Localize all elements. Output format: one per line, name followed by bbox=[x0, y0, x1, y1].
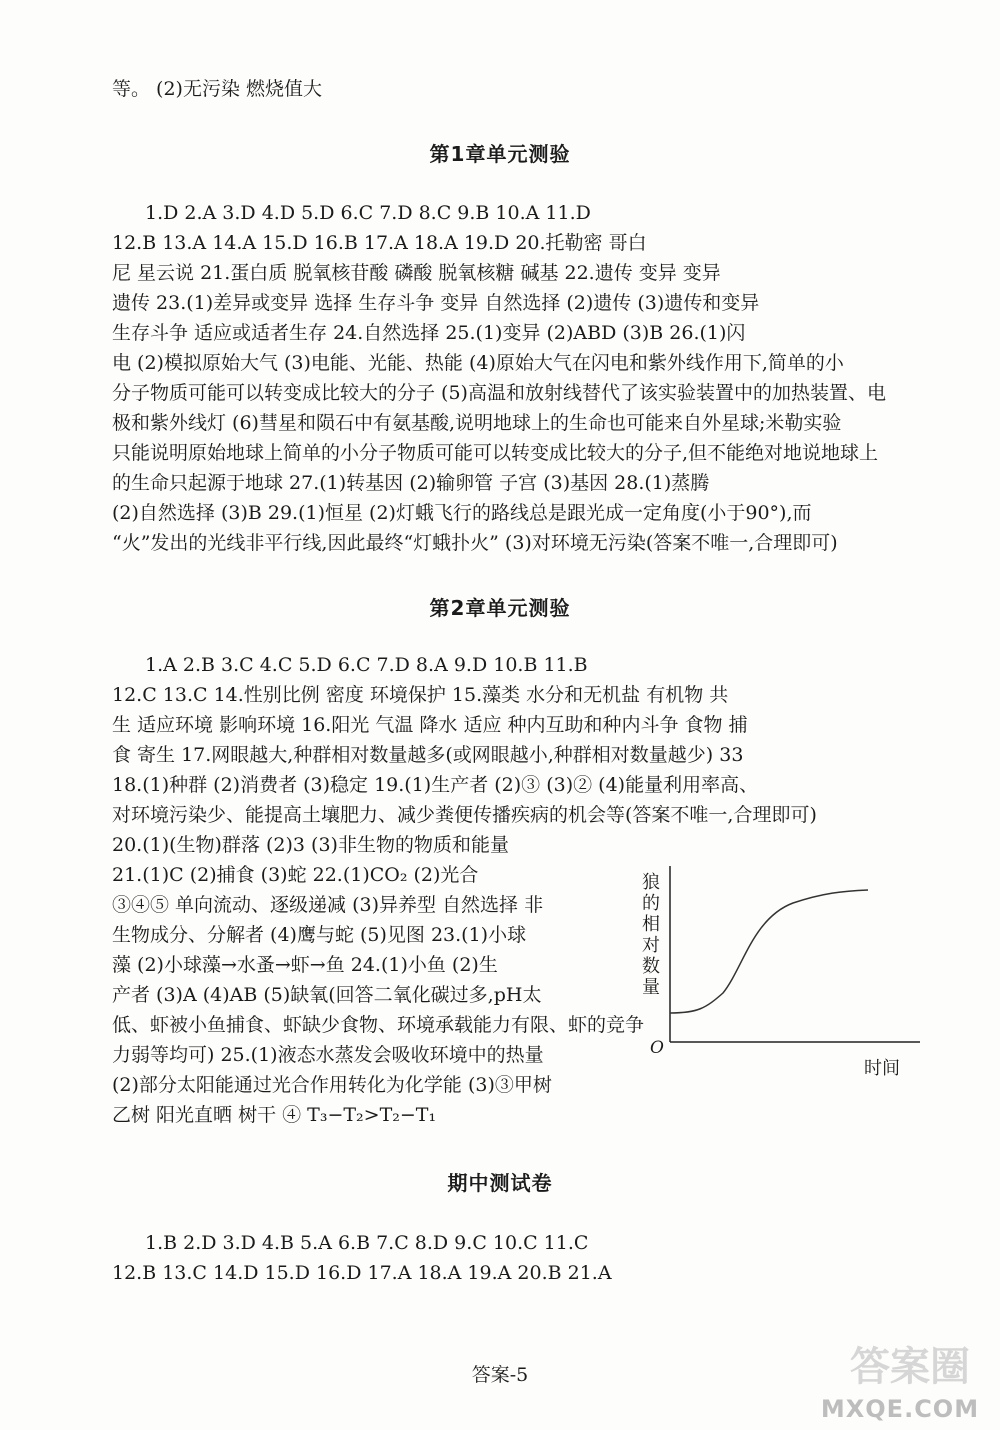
ch1-line: 1.D 2.A 3.D 4.D 5.D 6.C 7.D 8.C 9.B 10.A 11.D bbox=[145, 202, 591, 224]
ch2-line: ③④⑤ 单向流动、逐级递减 (3)异养型 自然选择 非 bbox=[112, 894, 544, 916]
ch2-line: 1.A 2.B 3.C 4.C 5.D 6.C 7.D 8.A 9.D 10.B 11.B bbox=[145, 654, 588, 676]
x-axis-label: 时间 bbox=[864, 1058, 900, 1079]
origin-label: O bbox=[650, 1038, 664, 1058]
ch1-line: 的生命只起源于地球 27.(1)转基因 (2)输卵管 子宫 (3)基因 28.(1)蒸腾 bbox=[112, 472, 710, 494]
y-axis-label: 狼的相对数量 bbox=[642, 872, 660, 998]
mid-line: 12.B 13.C 14.D 15.D 16.D 17.A 18.A 19.A 20.B 21.A bbox=[112, 1262, 612, 1284]
ch2-line: 藻 (2)小球藻→水蚤→虾→鱼 24.(1)小鱼 (2)生 bbox=[112, 954, 498, 976]
ch1-line: 电 (2)模拟原始大气 (3)电能、光能、热能 (4)原始大气在闪电和紫外线作用下,简单的小 bbox=[112, 352, 844, 374]
ch1-line: 生存斗争 适应或适者生存 24.自然选择 25.(1)变异 (2)ABD (3)B 26.(1)闪 bbox=[112, 322, 746, 344]
intro-line: 等。 (2)无污染 燃烧值大 bbox=[112, 78, 322, 100]
growth-curve bbox=[670, 890, 868, 1013]
ch2-line: 力弱等均可) 25.(1)液态水蒸发会吸收环境中的热量 bbox=[112, 1044, 544, 1066]
ch1-line: 12.B 13.A 14.A 15.D 16.B 17.A 18.A 19.D 20.托勒密 哥白 bbox=[112, 232, 647, 254]
ch1-line: 尼 星云说 21.蛋白质 脱氧核苷酸 磷酸 脱氧核糖 碱基 22.遗传 变异 变异 bbox=[112, 262, 721, 284]
ch2-line: 乙树 阳光直晒 树干 ④ T₃−T₂>T₂−T₁ bbox=[112, 1104, 437, 1126]
wolf-population-graph bbox=[628, 858, 928, 1088]
ch2-line: 20.(1)(生物)群落 (2)3 (3)非生物的物质和能量 bbox=[112, 834, 509, 856]
mid-line: 1.B 2.D 3.D 4.B 5.A 6.B 7.C 8.D 9.C 10.C 11.C bbox=[145, 1232, 589, 1254]
chapter1-title: 第1章单元测验 bbox=[429, 142, 571, 166]
ch2-line: 产者 (3)A (4)AB (5)缺氧(回答二氧化碳过多,pH太 bbox=[112, 984, 542, 1006]
chapter2-title: 第2章单元测验 bbox=[429, 596, 571, 620]
ch2-line: (2)部分太阳能通过光合作用转化为化学能 (3)③甲树 bbox=[112, 1074, 552, 1096]
ch1-line: 分子物质可能可以转变成比较大的分子 (5)高温和放射线替代了该实验装置中的加热装置、电 bbox=[112, 382, 886, 404]
ch1-line: 极和紫外线灯 (6)彗星和陨石中有氨基酸,说明地球上的生命也可能来自外星球;米勒实验 bbox=[112, 412, 842, 434]
midterm-title: 期中测试卷 bbox=[447, 1171, 553, 1195]
page-number: 答案-5 bbox=[471, 1364, 529, 1386]
ch1-line: 遗传 23.(1)差异或变异 选择 生存斗争 变异 自然选择 (2)遗传 (3)遗传和变异 bbox=[112, 292, 760, 314]
ch2-line: 21.(1)C (2)捕食 (3)蛇 22.(1)CO₂ (2)光合 bbox=[112, 864, 479, 886]
ch2-line: 生 适应环境 影响环境 16.阳光 气温 降水 适应 种内互助和种内斗争 食物 捕 bbox=[112, 714, 748, 736]
ch2-line: 18.(1)种群 (2)消费者 (3)稳定 19.(1)生产者 (2)③ (3)② (4)能量利用率高、 bbox=[112, 774, 759, 796]
ch2-line: 食 寄生 17.网眼越大,种群相对数量越多(或网眼越小,种群相对数量越少) 33 bbox=[112, 744, 744, 766]
ch1-line: “火”发出的光线非平行线,因此最终“灯蛾扑火” (3)对环境无污染(答案不唯一,合理即可) bbox=[112, 532, 838, 554]
ch1-line: 只能说明原始地球上简单的小分子物质可能可以转变成比较大的分子,但不能绝对地说地球上 bbox=[112, 442, 879, 464]
ch2-line: 低、虾被小鱼捕食、虾缺少食物、环境承载能力有限、虾的竞争 bbox=[112, 1014, 645, 1036]
ch1-line: (2)自然选择 (3)B 29.(1)恒星 (2)灯蛾飞行的路线总是跟光成一定角度(小于90°),而 bbox=[112, 502, 812, 524]
watermark-logo: 答案圈 bbox=[850, 1344, 970, 1390]
ch2-line: 对环境污染少、能提高土壤肥力、减少粪便传播疾病的机会等(答案不唯一,合理即可) bbox=[112, 804, 817, 826]
ch2-line: 12.C 13.C 14.性别比例 密度 环境保护 15.藻类 水分和无机盐 有机物 共 bbox=[112, 684, 729, 706]
watermark-site: MXQE.COM bbox=[820, 1395, 980, 1423]
ch2-line: 生物成分、分解者 (4)鹰与蛇 (5)见图 23.(1)小球 bbox=[112, 924, 527, 946]
